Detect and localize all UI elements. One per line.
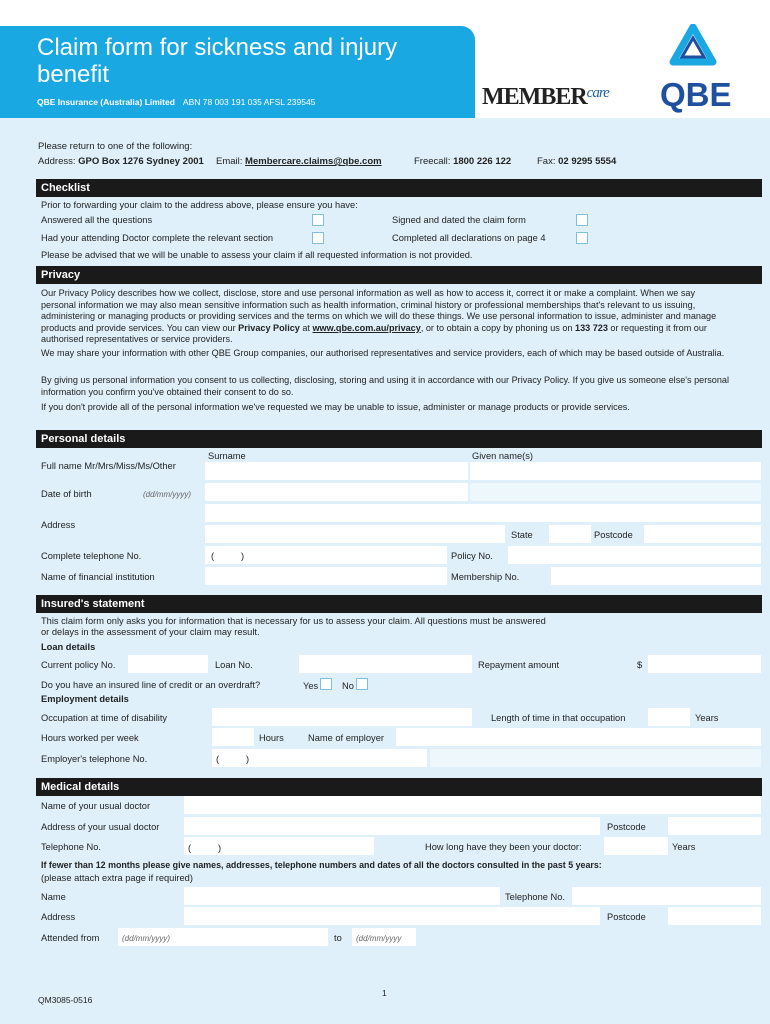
return-intro: Please return to one of the following:	[38, 141, 193, 152]
telephone-label: Telephone No.	[41, 842, 101, 852]
occupation-input[interactable]	[212, 708, 472, 726]
other-doctor-tel-label: Telephone No.	[505, 892, 565, 902]
form-title: Claim form for sickness and injury benefit	[37, 34, 398, 88]
postcode-input[interactable]	[644, 525, 761, 543]
employer-label: Name of employer	[308, 733, 384, 743]
header	[0, 0, 770, 118]
to-label: to	[334, 933, 342, 943]
privacy-paragraph: If you don't provide all of the personal information we've requested we may be unable to issue, administer or manage products or provide services.	[41, 402, 630, 412]
postcode-label: Postcode	[594, 530, 633, 540]
other-doctor-name-input[interactable]	[184, 887, 500, 905]
surname-label: Surname	[208, 451, 246, 461]
years-label: Years	[672, 842, 696, 852]
yes-label: Yes	[303, 681, 319, 691]
loan-no-label: Loan No.	[215, 660, 253, 670]
given-name-label: Given name(s)	[472, 451, 533, 461]
checklist-intro: Prior to forwarding your claim to the address above, please ensure you have:	[41, 200, 358, 210]
hours-worked-label: Hours worked per week	[41, 733, 139, 743]
policy-no-input[interactable]	[508, 546, 761, 564]
title-banner	[0, 26, 475, 118]
doctor-phone-input[interactable]: ( )	[184, 837, 374, 855]
insured-statement-header: Insured's statement	[36, 595, 762, 613]
company-line: QBE Insurance (Australia) Limited ABN 78 003 191 035 AFSL 239545	[37, 97, 316, 107]
loan-no-input[interactable]	[299, 655, 472, 673]
checklist-item: Completed all declarations on page 4	[392, 233, 546, 243]
dob-input[interactable]	[205, 483, 468, 501]
address-label: Address	[41, 520, 76, 530]
given-name-input[interactable]	[470, 462, 761, 480]
other-doctor-postcode-input[interactable]	[668, 907, 761, 925]
employer-input[interactable]	[396, 728, 761, 746]
checklist-note: Please be advised that we will be unable to assess your claim if all requested information is not provided.	[41, 250, 473, 260]
checklist-checkbox[interactable]	[576, 232, 588, 244]
length-input[interactable]	[648, 708, 690, 726]
other-doctor-address-label: Address	[41, 912, 76, 922]
doctor-address-label: Address of your usual doctor	[41, 822, 160, 832]
employer-phone-label: Employer's telephone No.	[41, 754, 148, 764]
dollar-sign: $	[637, 660, 643, 670]
institution-input[interactable]	[205, 567, 447, 585]
checklist-checkbox[interactable]	[576, 214, 588, 226]
yes-checkbox[interactable]	[320, 678, 332, 690]
doctor-name-label: Name of your usual doctor	[41, 801, 151, 811]
insured-intro: or delays in the assessment of your claim may result.	[41, 627, 260, 637]
dob-format-hint: (dd/mm/yyyy)	[143, 490, 191, 499]
membership-no-label: Membership No.	[451, 572, 520, 582]
phone-label: Complete telephone No.	[41, 551, 142, 561]
privacy-paragraph: Our Privacy Policy describes how we collect, disclose, store and use personal information as well as how to access it, correct it or make a complaint. When we say personal information we may also mean sensitive information such as health information, criminal history or professional memberships that's relevant to us issuing, administering or managing products or providing services and the terms on which we will do these things. We use personal information to issue, administer and manage products and provide services. You can view our Privacy Policy at www.qbe.com.au/privacy, or to obtain a copy by phoning us on 133 723 or requesting it from our authorised representatives or service providers.	[41, 288, 717, 345]
years-label: Years	[695, 713, 719, 723]
attended-from-label: Attended from	[41, 933, 100, 943]
privacy-header: Privacy	[36, 266, 762, 284]
state-label: State	[511, 530, 533, 540]
loan-details-heading: Loan details	[41, 642, 96, 652]
policy-no-label: Policy No.	[451, 551, 493, 561]
checklist-header: Checklist	[36, 179, 762, 197]
no-checkbox[interactable]	[356, 678, 368, 690]
membercare-logo: $MEMBER^{care}$	[482, 84, 609, 110]
hours-input[interactable]	[212, 728, 254, 746]
doctor-name-input[interactable]	[184, 796, 761, 814]
privacy-link[interactable]: www.qbe.com.au/privacy	[312, 322, 421, 333]
doctor-postcode-input[interactable]	[668, 817, 761, 835]
form-code: QM3085-0516	[38, 995, 93, 1005]
employer-phone-input[interactable]: ( )	[212, 749, 427, 767]
checklist-checkbox[interactable]	[312, 232, 324, 244]
phone-input[interactable]: ( )	[205, 546, 447, 564]
employment-heading: Employment details	[41, 694, 129, 704]
how-long-label: How long have they been your doctor:	[425, 842, 582, 852]
membership-no-input[interactable]	[551, 567, 761, 585]
dob-label: Date of birth	[41, 489, 92, 499]
checklist-item: Answered all the questions	[41, 215, 153, 225]
address-input[interactable]	[205, 504, 761, 522]
no-label: No	[342, 681, 354, 691]
state-input[interactable]	[549, 525, 591, 543]
institution-label: Name of financial institution	[41, 572, 155, 582]
surname-input[interactable]	[205, 462, 468, 480]
address-input-line2[interactable]	[205, 525, 505, 543]
qbe-logo-icon	[669, 24, 717, 72]
page-number: 1	[382, 988, 387, 998]
personal-details-header: Personal details	[36, 430, 762, 448]
postcode-label: Postcode	[607, 912, 646, 922]
attach-note: (please attach extra page if required)	[41, 873, 193, 883]
privacy-paragraph: By giving us personal information you consent to us collecting, disclosing, storing and using it in accordance with our Privacy Policy. If you give us someone else's personal information you confirm you've obtained their consent to do so.	[41, 375, 729, 397]
checklist-item: Signed and dated the claim form	[392, 215, 526, 225]
other-doctor-address-input[interactable]	[184, 907, 600, 925]
other-doctor-name-label: Name	[41, 892, 66, 902]
repayment-input[interactable]	[648, 655, 761, 673]
other-doctor-tel-input[interactable]	[572, 887, 761, 905]
privacy-paragraph: We may share your information with other QBE Group companies, our authorised representatives and service providers, each of which may be based outside of Australia.	[41, 348, 725, 358]
repayment-label: Repayment amount	[478, 660, 560, 670]
occupation-label: Occupation at time of disability	[41, 713, 168, 723]
current-policy-input[interactable]	[128, 655, 208, 673]
credit-question: Do you have an insured line of credit or an overdraft?	[41, 680, 261, 690]
medical-details-header: Medical details	[36, 778, 762, 796]
checklist-checkbox[interactable]	[312, 214, 324, 226]
postcode-label: Postcode	[607, 822, 646, 832]
length-label: Length of time in that occupation	[491, 713, 626, 723]
qbe-wordmark: QBE	[660, 76, 732, 113]
return-details: Address: GPO Box 1276 Sydney 2001 Email: Membercare.claims@qbe.com Freecall: 1800 226 122 Fax: 02 9295 5554	[38, 156, 617, 167]
dob-filler	[470, 483, 761, 501]
how-long-input[interactable]	[604, 837, 668, 855]
fullname-label: Full name Mr/Mrs/Miss/Ms/Other	[41, 461, 176, 471]
attended-to-input[interactable]: (dd/mm/yyyy	[352, 928, 416, 946]
hours-label: Hours	[259, 733, 284, 743]
current-policy-label: Current policy No.	[41, 660, 116, 670]
doctor-address-input[interactable]	[184, 817, 600, 835]
checklist-item: Had your attending Doctor complete the relevant section	[41, 233, 274, 243]
insured-intro: This claim form only asks you for information that is necessary for us to assess your claim. All questions must be answered	[41, 616, 546, 626]
attended-from-input[interactable]: (dd/mm/yyyy)	[118, 928, 328, 946]
employer-phone-filler	[430, 749, 761, 767]
fewer-than-instruction: If fewer than 12 months please give names, addresses, telephone numbers and dates of all the doctors consulted in the past 5 years:	[41, 860, 602, 870]
